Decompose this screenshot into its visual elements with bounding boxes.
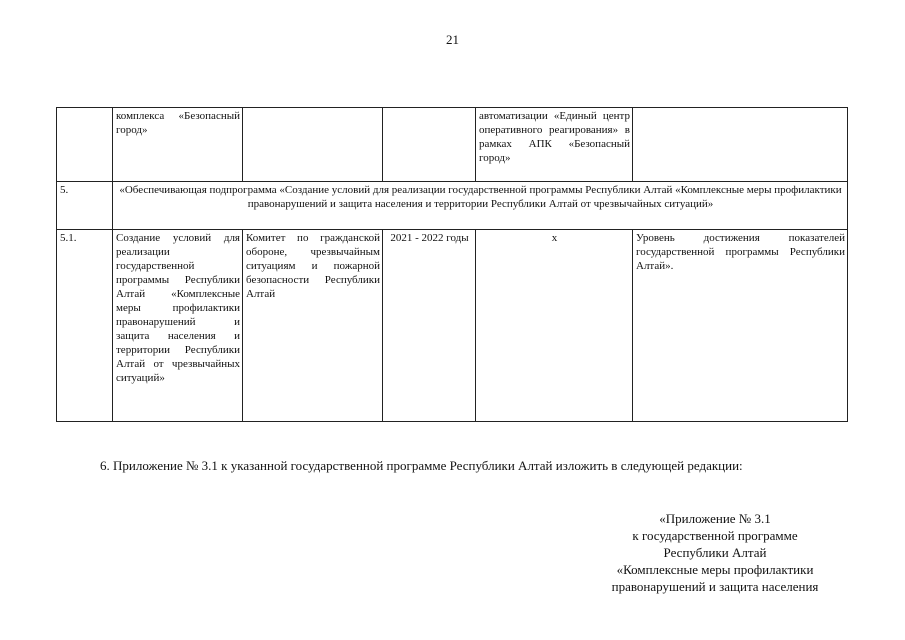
table-cell-number: 5. xyxy=(57,182,113,230)
table-row xyxy=(57,230,848,422)
table-cell-period: 2021 - 2022 годы xyxy=(383,230,476,422)
appendix-header xyxy=(572,510,858,595)
appendix-line: «Комплексные меры профилактики xyxy=(616,562,814,577)
body-paragraph: 6. Приложение № 3.1 к указанной государственной программе Республики Алтай изложить в следующей редакции: xyxy=(100,458,743,473)
program-table xyxy=(56,107,848,422)
appendix-line: правонарушений и защита населения xyxy=(611,579,819,594)
appendix-line: Республики Алтай xyxy=(663,545,767,560)
table-cell-result: Уровень достижения показателей государственной программы Республики Алтай». xyxy=(633,230,848,422)
table-row xyxy=(57,182,848,230)
appendix-line: к государственной программе xyxy=(632,528,798,543)
appendix-line: «Приложение № 3.1 xyxy=(659,511,771,526)
table-cell-number xyxy=(57,108,113,182)
table-cell-subprogram-title: «Обеспечивающая подпрограмма «Создание условий для реализации государственной программы Республики Алтай «Комплексные меры профилактики правонарушений и защита населения и территории Республики Алтай от чрезвычайных ситуаций» xyxy=(113,182,848,230)
table-cell-period xyxy=(383,108,476,182)
table-row xyxy=(57,108,848,182)
table-cell-event: комплекса «Безопасный город» xyxy=(113,108,243,182)
table-cell-result xyxy=(633,108,848,182)
table-cell-event: Создание условий для реализации государственной программы Республики Алтай «Комплексные меры профилактики правонарушений и защита населения и территории Республики Алтай от чрезвычайных ситуаций» xyxy=(113,230,243,422)
table-cell-executor: Комитет по гражданской обороне, чрезвычайным ситуациям и пожарной безопасности Республики Алтай xyxy=(243,230,383,422)
table-cell-description: автоматизации «Единый центр оперативного реагирования» в рамках АПК «Безопасный город» xyxy=(476,108,633,182)
table-cell-description: х xyxy=(476,230,633,422)
table-cell-executor xyxy=(243,108,383,182)
table-cell-number: 5.1. xyxy=(57,230,113,422)
page-number: 21 xyxy=(446,32,459,47)
